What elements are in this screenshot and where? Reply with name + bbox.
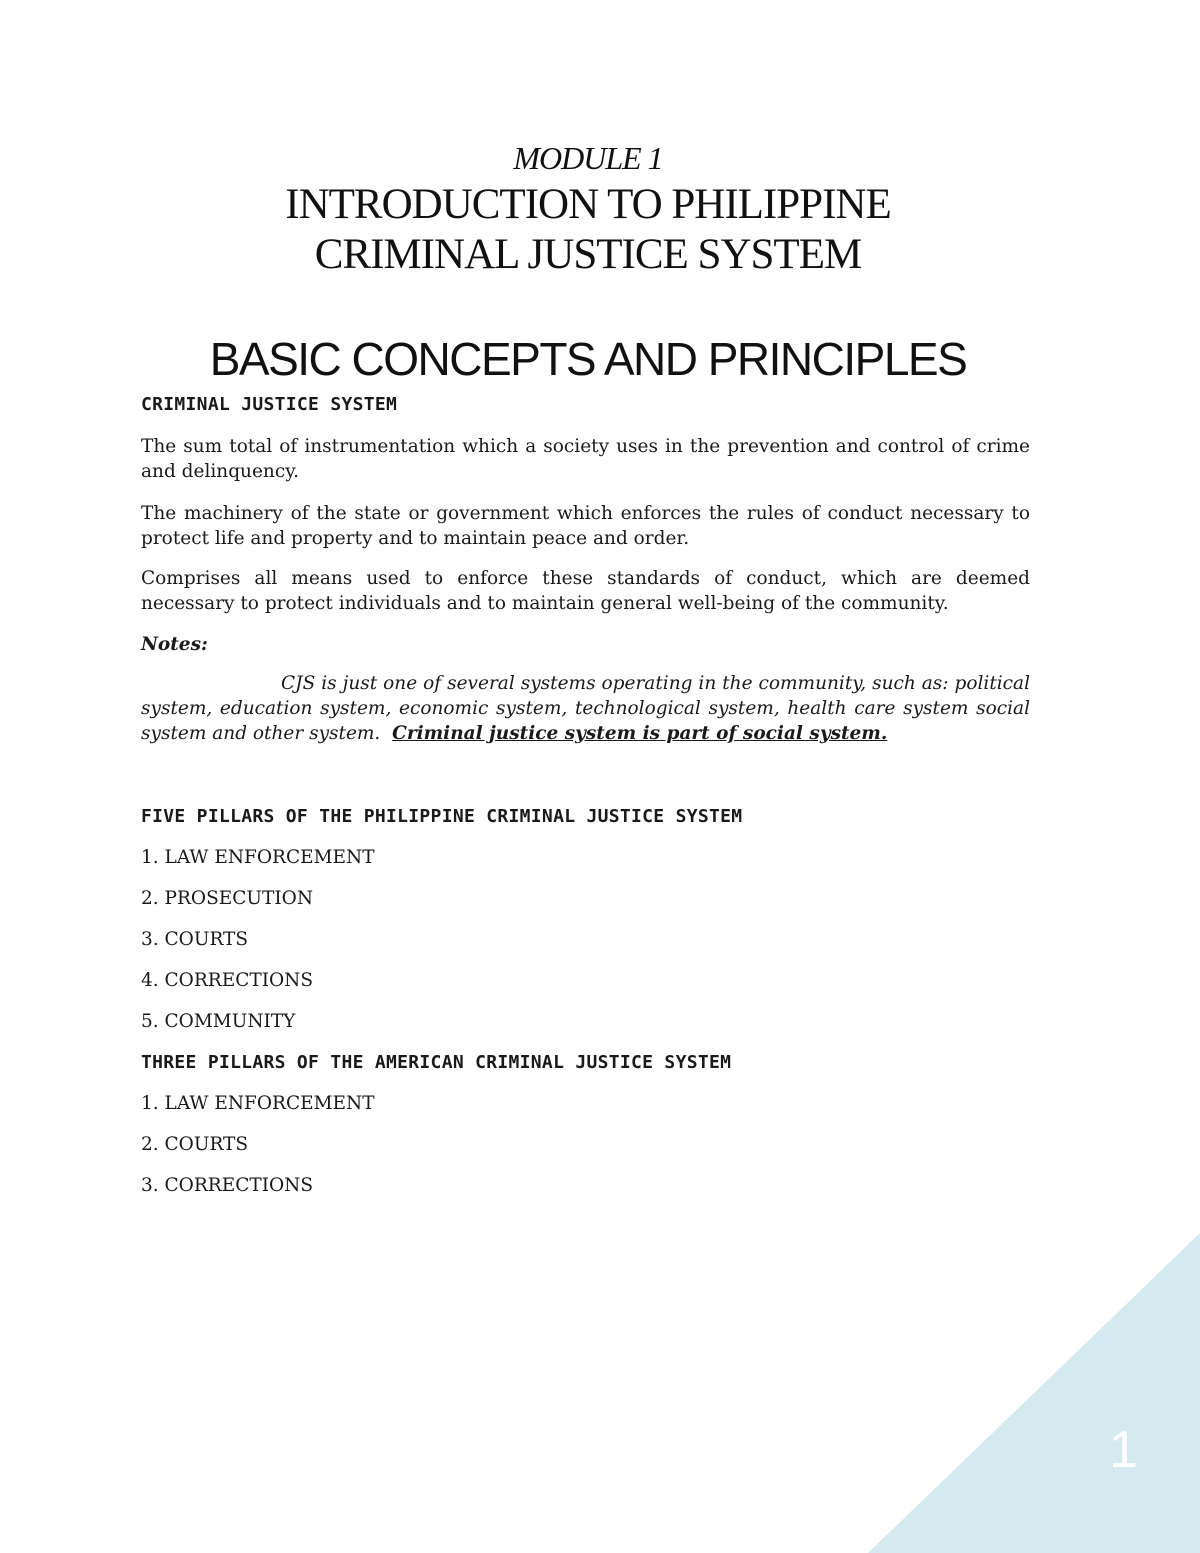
section-title: BASIC CONCEPTS AND PRINCIPLES bbox=[209, 333, 967, 385]
notes-paragraph bbox=[141, 671, 1030, 746]
document-body bbox=[141, 392, 1030, 1198]
cjs-definition-2: The machinery of the state or government which enforces the rules of conduct necessary to protect life and property and to maintain peace and order. bbox=[141, 503, 1030, 549]
notes-text: CJS is just one of several systems operating in the community, such as: political system, education system, economic system, technological system, health care system social system and other system. bbox=[141, 673, 1030, 744]
title-line-1: INTRODUCTION TO PHILIPPINE bbox=[285, 181, 891, 228]
cjs-definition-3: Comprises all means used to enforce these standards of conduct, which are deemed necessary to protect individuals and to maintain general well-being of the community. bbox=[141, 568, 1030, 614]
philippine-pillars-heading: FIVE PILLARS OF THE PHILIPPINE CRIMINAL JUSTICE SYSTEM bbox=[141, 806, 743, 827]
corner-triangle bbox=[868, 1233, 1200, 1553]
cjs-definition-1: The sum total of instrumentation which a society uses in the prevention and control of crime and delinquency. bbox=[141, 436, 1030, 482]
cjs-heading: CRIMINAL JUSTICE SYSTEM bbox=[141, 394, 398, 415]
page-number: 1 bbox=[1109, 1421, 1138, 1479]
document-title bbox=[0, 180, 1176, 280]
american-pillars-heading: THREE PILLARS OF THE AMERICAN CRIMINAL JUSTICE SYSTEM bbox=[141, 1052, 732, 1073]
title-line-2: CRIMINAL JUSTICE SYSTEM bbox=[314, 231, 862, 278]
notes-emphasis: Criminal justice system is part of social system. bbox=[392, 723, 888, 744]
notes-label: Notes: bbox=[141, 634, 208, 655]
philippine-pillar-item: 4. CORRECTIONS bbox=[141, 970, 314, 991]
philippine-pillar-item: 1. LAW ENFORCEMENT bbox=[141, 847, 375, 868]
philippine-pillar-item: 5. COMMUNITY bbox=[141, 1011, 296, 1032]
american-pillar-item: 2. COURTS bbox=[141, 1134, 249, 1155]
module-label: MODULE 1 bbox=[513, 140, 663, 176]
philippine-pillar-item: 2. PROSECUTION bbox=[141, 888, 314, 909]
american-pillar-item: 3. CORRECTIONS bbox=[141, 1175, 314, 1196]
american-pillar-item: 1. LAW ENFORCEMENT bbox=[141, 1093, 375, 1114]
philippine-pillar-item: 3. COURTS bbox=[141, 929, 249, 950]
